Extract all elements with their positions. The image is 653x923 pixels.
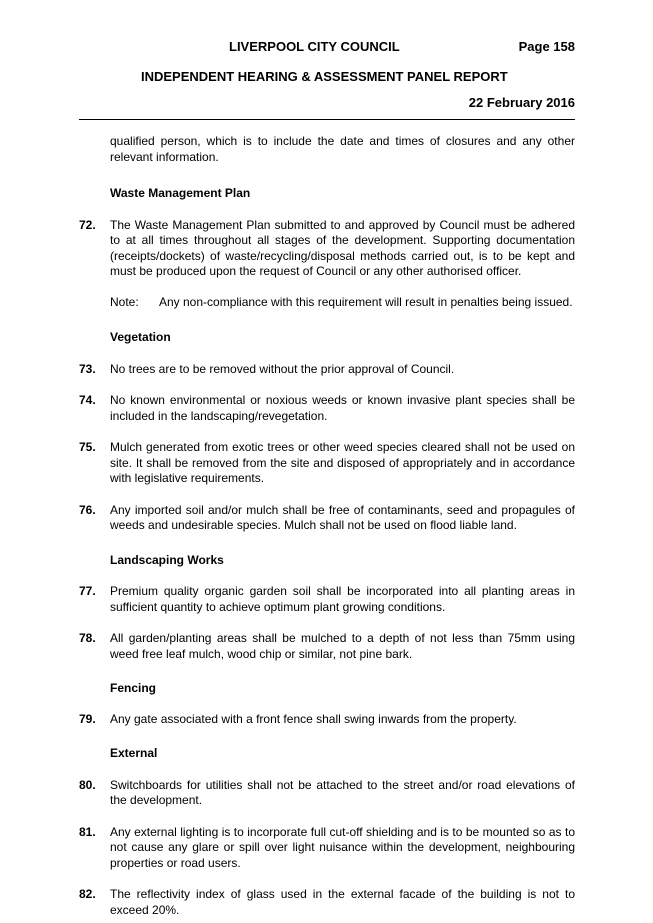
condition-73	[79, 362, 575, 378]
note-label: Note:	[110, 294, 139, 309]
note-text: Any non-compliance with this requirement will result in penalties being issued.	[159, 294, 573, 309]
section-heading-waste-management: Waste Management Plan	[110, 186, 251, 200]
condition-text: Any external lighting is to incorporate full cut-off shielding and is to be mounted so as to not cause any glare or spill over light nuisance within the development, neighbouring properties or road users.	[110, 824, 575, 870]
condition-79	[79, 712, 575, 728]
continuation-paragraph: qualified person, which is to include the date and times of closures and any other relevant information.	[110, 134, 575, 164]
header-rule	[79, 119, 575, 120]
section-heading-fencing: Fencing	[110, 681, 157, 695]
condition-text: All garden/planting areas shall be mulched to a depth of not less than 75mm using weed free leaf mulch, wood chip or similar, not pine bark.	[110, 631, 575, 661]
condition-text: Any gate associated with a front fence shall swing inwards from the property.	[110, 711, 517, 726]
condition-number: 81.	[79, 824, 96, 839]
council-name: LIVERPOOL CITY COUNCIL	[229, 39, 400, 54]
condition-76	[79, 503, 575, 534]
condition-text: The Waste Management Plan submitted to and approved by Council must be adhered to at all times throughout all stages of the development. Supporting documentation (receipts/dockets) of waste/recycling/disposal methods carried out, is to be kept and must be produced upon the request of Council or any other authorised officer.	[110, 217, 575, 278]
condition-77	[79, 584, 575, 615]
condition-number: 79.	[79, 711, 96, 726]
condition-81	[79, 825, 575, 872]
condition-number: 78.	[79, 631, 96, 645]
section-heading-landscaping-works: Landscaping Works	[110, 552, 224, 567]
condition-number: 76.	[79, 502, 96, 517]
condition-82	[79, 887, 575, 918]
condition-text: No trees are to be removed without the prior approval of Council.	[110, 361, 455, 376]
section-heading-external: External	[110, 746, 158, 760]
section-heading-vegetation: Vegetation	[110, 330, 171, 344]
document-body	[79, 134, 575, 918]
condition-number: 74.	[79, 393, 96, 407]
condition-text: Switchboards for utilities shall not be attached to the street and/or road elevations of the development.	[110, 777, 575, 807]
condition-text: Any imported soil and/or mulch shall be free of contaminants, seed and propagules of weeds and undesirable species. Mulch shall not be used on flood liable land.	[110, 502, 575, 532]
condition-75	[79, 440, 575, 487]
condition-number: 77.	[79, 584, 96, 598]
page-number: Page 158	[518, 39, 575, 54]
condition-72	[79, 218, 575, 280]
condition-number: 75.	[79, 440, 96, 454]
report-date: 22 February 2016	[468, 95, 575, 110]
condition-74	[79, 393, 575, 424]
condition-number: 80.	[79, 777, 96, 792]
condition-text: No known environmental or noxious weeds or known invasive plant species shall be included in the landscaping/revegetation.	[110, 393, 575, 423]
condition-80	[79, 778, 575, 809]
condition-number: 72.	[79, 217, 96, 232]
note	[79, 295, 575, 311]
condition-78	[79, 631, 575, 662]
condition-number: 82.	[79, 887, 96, 901]
condition-text: The reflectivity index of glass used in the external facade of the building is not to exceed 20%.	[110, 887, 575, 917]
report-title: INDEPENDENT HEARING & ASSESSMENT PANEL REPORT	[141, 69, 508, 84]
condition-text: Mulch generated from exotic trees or other weed species cleared shall not be used on site. It shall be removed from the site and disposed of appropriately and in accordance with legislative requirements.	[110, 440, 575, 485]
condition-text: Premium quality organic garden soil shall be incorporated into all planting areas in sufficient quantity to achieve optimum plant growing conditions.	[110, 584, 575, 614]
condition-number: 73.	[79, 361, 96, 376]
